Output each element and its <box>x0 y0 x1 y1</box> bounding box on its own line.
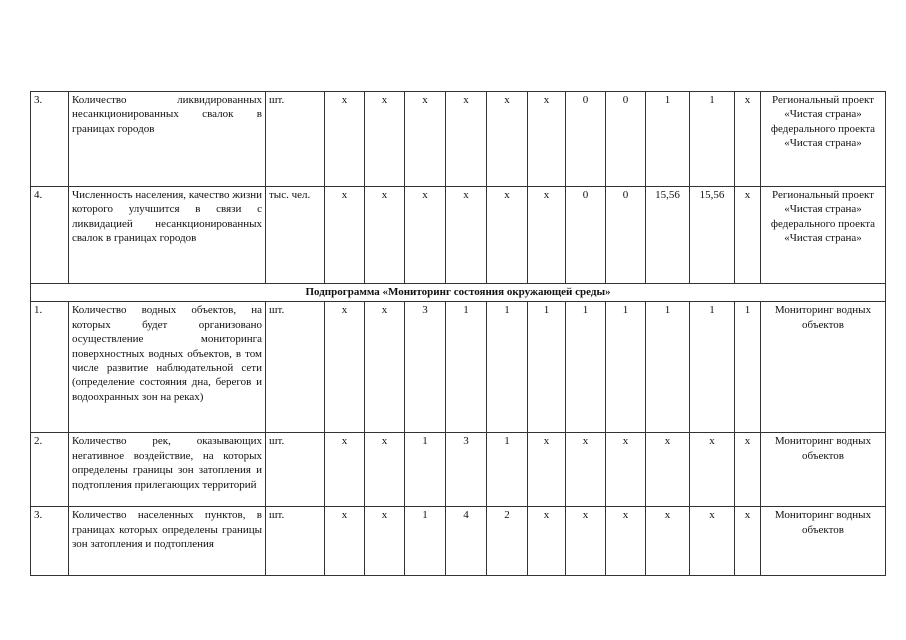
value-cell: х <box>365 187 405 284</box>
value-cell: х <box>606 433 646 507</box>
value-cell: 0 <box>606 92 646 187</box>
source-note: Региональный проект «Чистая страна» федерального проекта «Чистая страна» <box>761 187 886 284</box>
value-cell: 1 <box>487 433 528 507</box>
value-cell: 2 <box>487 507 528 576</box>
value-cell: х <box>325 187 365 284</box>
table-body-top <box>31 92 886 284</box>
value-cell: 1 <box>487 302 528 433</box>
value-cell: х <box>735 507 761 576</box>
value-cell: 15,56 <box>690 187 735 284</box>
value-cell: 1 <box>528 302 566 433</box>
table-row <box>31 433 886 507</box>
value-cell: х <box>690 433 735 507</box>
table-row <box>31 302 886 433</box>
section-title: Подпрограмма «Мониторинг состояния окружающей среды» <box>31 284 886 302</box>
value-cell: х <box>325 302 365 433</box>
value-cell: х <box>365 433 405 507</box>
value-cell: 3 <box>405 302 446 433</box>
unit-cell: тыс. чел. <box>266 187 325 284</box>
value-cell: 1 <box>446 302 487 433</box>
value-cell: х <box>487 92 528 187</box>
value-cell: х <box>365 92 405 187</box>
value-cell: 1 <box>690 302 735 433</box>
unit-cell: шт. <box>266 433 325 507</box>
value-cell: 1 <box>646 302 690 433</box>
unit-cell: шт. <box>266 92 325 187</box>
value-cell: 1 <box>566 302 606 433</box>
unit-cell: шт. <box>266 507 325 576</box>
value-cell: х <box>528 433 566 507</box>
section-row <box>31 284 886 302</box>
value-cell: х <box>528 92 566 187</box>
value-cell: х <box>735 187 761 284</box>
value-cell: х <box>405 187 446 284</box>
value-cell: х <box>325 433 365 507</box>
value-cell: 15,56 <box>646 187 690 284</box>
value-cell: х <box>446 187 487 284</box>
indicator-name: Численность населения, качество жизни которого улучшится в связи с ликвидацией несанкционированных свалок в границах городов <box>69 187 266 284</box>
value-cell: х <box>690 507 735 576</box>
unit-cell: шт. <box>266 302 325 433</box>
value-cell: 0 <box>606 187 646 284</box>
indicator-name: Количество ликвидированных несанкционированных свалок в границах городов <box>69 92 266 187</box>
value-cell: х <box>566 433 606 507</box>
source-note: Региональный проект «Чистая страна» федерального проекта «Чистая страна» <box>761 92 886 187</box>
value-cell: х <box>528 187 566 284</box>
value-cell: 1 <box>405 433 446 507</box>
value-cell: 1 <box>405 507 446 576</box>
value-cell: 1 <box>646 92 690 187</box>
value-cell: х <box>446 92 487 187</box>
value-cell: х <box>405 92 446 187</box>
value-cell: х <box>735 433 761 507</box>
value-cell: 0 <box>566 187 606 284</box>
value-cell: 1 <box>690 92 735 187</box>
indicator-name: Количество населенных пунктов, в границах которых определены границы зон затопления и подтопления <box>69 507 266 576</box>
value-cell: 0 <box>566 92 606 187</box>
source-note: Мониторинг водных объектов <box>761 302 886 433</box>
value-cell: х <box>646 507 690 576</box>
value-cell: х <box>325 507 365 576</box>
row-number: 4. <box>31 187 69 284</box>
row-number: 2. <box>31 433 69 507</box>
row-number: 1. <box>31 302 69 433</box>
value-cell: х <box>365 302 405 433</box>
table-section <box>31 284 886 302</box>
value-cell: 1 <box>735 302 761 433</box>
value-cell: х <box>528 507 566 576</box>
source-note: Мониторинг водных объектов <box>761 507 886 576</box>
value-cell: х <box>735 92 761 187</box>
row-number: 3. <box>31 92 69 187</box>
value-cell: х <box>646 433 690 507</box>
value-cell: 4 <box>446 507 487 576</box>
value-cell: х <box>566 507 606 576</box>
table-row <box>31 92 886 187</box>
value-cell: 1 <box>606 302 646 433</box>
value-cell: х <box>606 507 646 576</box>
value-cell: х <box>325 92 365 187</box>
value-cell: х <box>487 187 528 284</box>
table-body-bottom <box>31 302 886 576</box>
value-cell: 3 <box>446 433 487 507</box>
value-cell: х <box>365 507 405 576</box>
table-row <box>31 507 886 576</box>
indicator-name: Количество водных объектов, на которых будет организовано осуществление мониторинга поверхностных водных объектов, в том числе развитие наблюдательной сети (определение состояния дна, берегов и водоохранных зон на реках) <box>69 302 266 433</box>
source-note: Мониторинг водных объектов <box>761 433 886 507</box>
indicators-table <box>30 91 886 576</box>
indicator-name: Количество рек, оказывающих негативное воздействие, на которых определены границы зон затопления и подтопления прилегающих территорий <box>69 433 266 507</box>
table-row <box>31 187 886 284</box>
row-number: 3. <box>31 507 69 576</box>
